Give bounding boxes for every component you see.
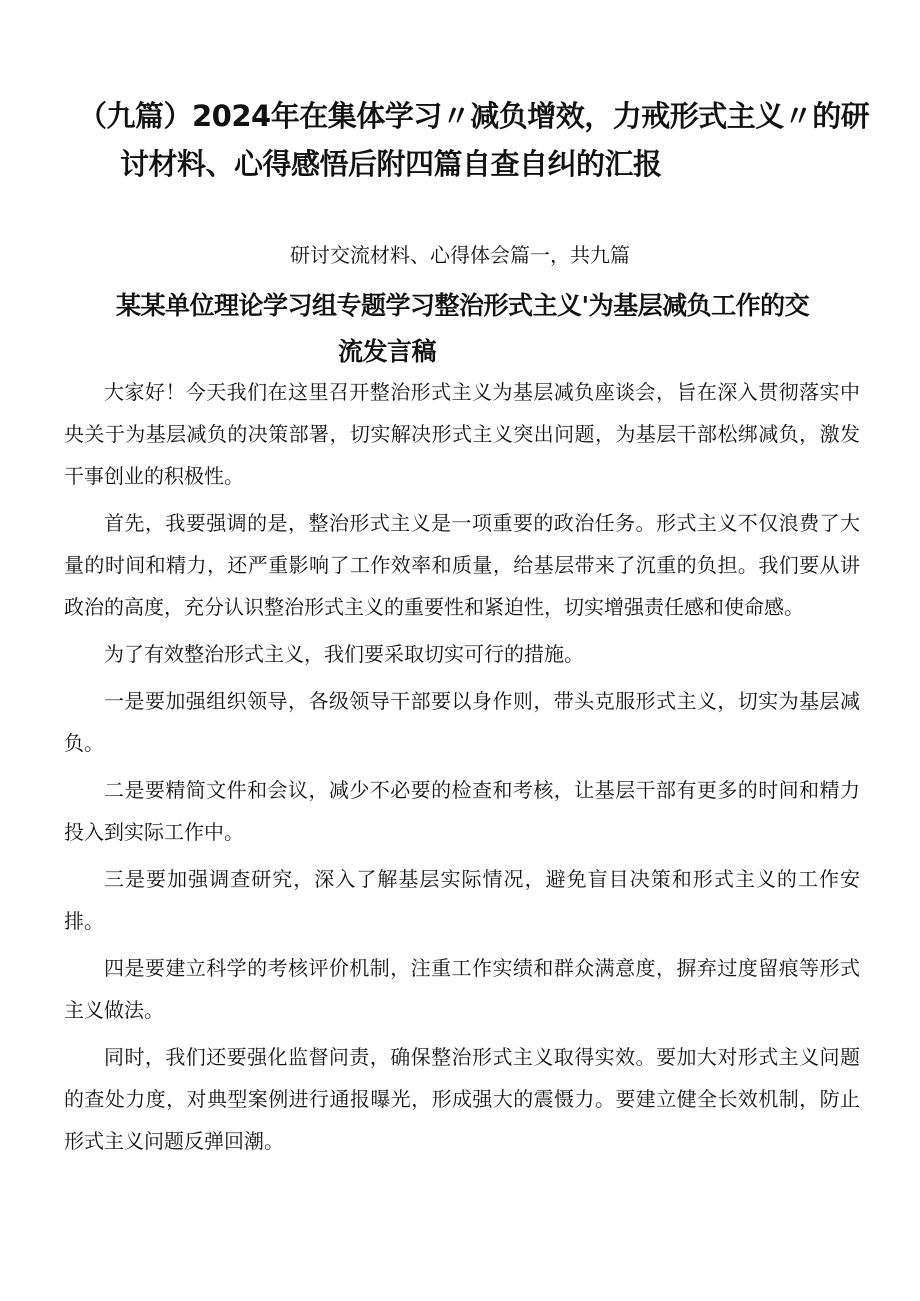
speech-body bbox=[64, 371, 860, 1167]
paragraph-supervision: 同时，我们还要强化监督问责，确保整治形式主义取得实效。要加大对形式主义问题的查处力度，对典型案例进行通报曝光，形成强大的震慑力。要建立健全长效机制，防止形式主义问题反弹回潮。 bbox=[64, 1045, 860, 1153]
paragraph-measure-3: 三是要加强调查研究，深入了解基层实际情况，避免盲目决策和形式主义的工作安排。 bbox=[64, 867, 860, 933]
section-heading-line-1: 某某单位理论学习组专题学习整治形式主义'为基层减负工作的交 bbox=[116, 291, 810, 320]
paragraph-measure-2: 二是要精简文件和会议，减少不必要的检查和考核，让基层干部有更多的时间和精力投入到实际工作中。 bbox=[64, 778, 860, 844]
paragraph-greeting: 大家好！今天我们在这里召开整治形式主义为基层减负座谈会，旨在深入贯彻落实中央关于为基层减负的决策部署，切实解决形式主义突出问题，为基层干部松绑减负，激发干事创业的积极性。 bbox=[64, 380, 860, 488]
paragraph-political-task: 首先，我要强调的是，整治形式主义是一项重要的政治任务。形式主义不仅浪费了大量的时间和精力，还严重影响了工作效率和质量，给基层带来了沉重的负担。我们要从讲政治的高度，充分认识整治形式主义的重要性和紧迫性，切实增强责任感和使命感。 bbox=[64, 511, 860, 619]
section-heading-line-2: 流发言稿 bbox=[338, 337, 437, 366]
paragraph-measures-intro: 为了有效整治形式主义，我们要采取切实可行的措施。 bbox=[104, 642, 584, 666]
series-label: 研讨交流材料、心得体会篇一，共九篇 bbox=[290, 243, 630, 267]
paragraph-measure-1: 一是要加强组织领导，各级领导干部要以身作则，带头克服形式主义，切实为基层减负。 bbox=[64, 689, 860, 755]
paragraph-measure-4: 四是要建立科学的考核评价机制，注重工作实绩和群众满意度，摒弃过度留痕等形式主义做法。 bbox=[64, 956, 860, 1022]
section-heading bbox=[116, 283, 876, 375]
document-title-line-1: （九篇）2024年在集体学习〃减负增效，力戒形式主义〃的研 bbox=[78, 99, 870, 133]
document-title bbox=[78, 92, 878, 188]
document-title-line-2: 讨材料、心得感悟后附四篇自查自纠的汇报 bbox=[120, 147, 662, 181]
